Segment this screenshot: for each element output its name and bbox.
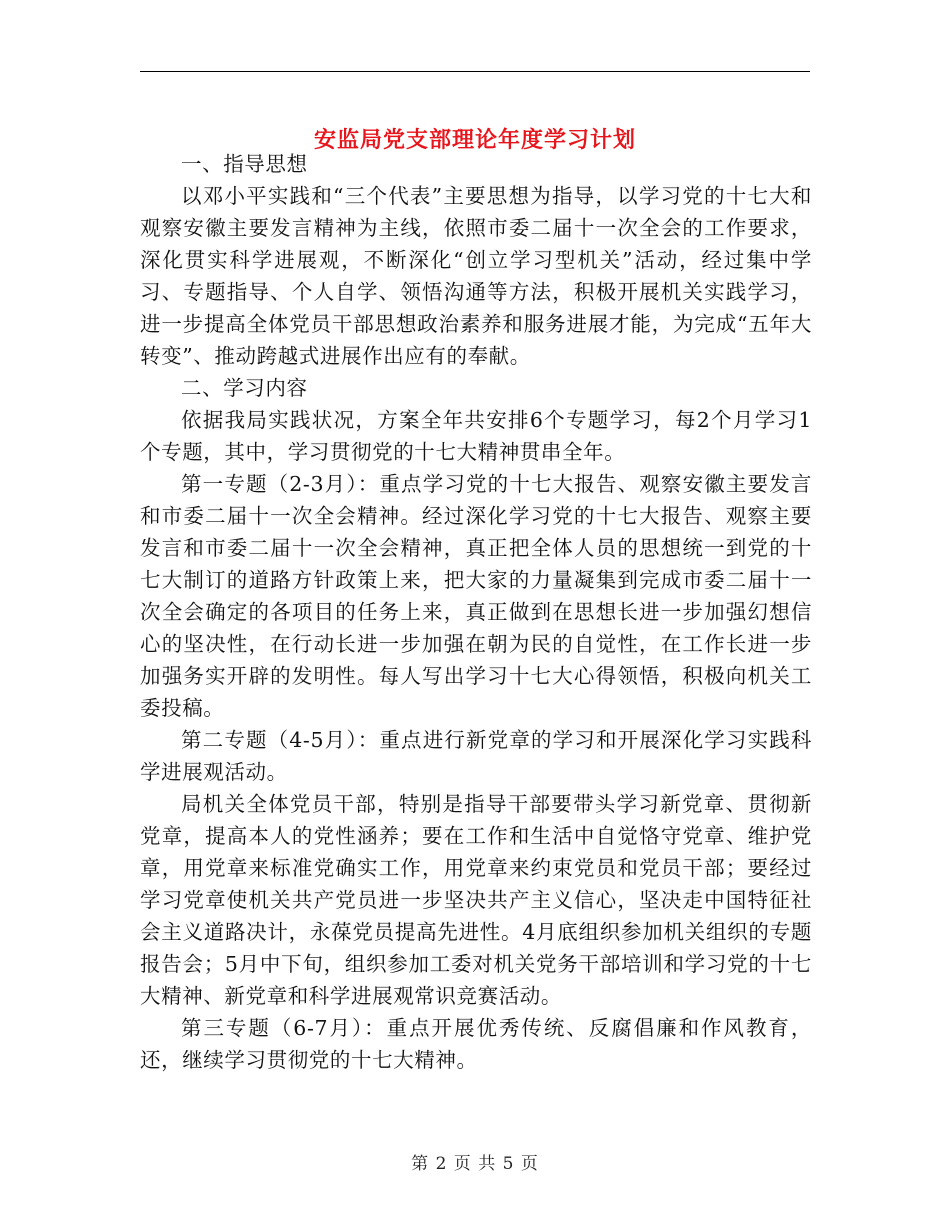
paragraph-topic-one: 第一专题（2-3月）：重点学习党的十七大报告、观察安徽主要发言和市委二届十一次全会精神。经过深化学习党的十七大报告、观察主要发言和市委二届十一次全会精神，真正把全体人员的思想统一到党的十七大制订的道路方针政策上来，把大家的力量凝集到完成市委二届十一次全会确定的各项目的任务上来，真正做到在思想长进一步加强幻想信心的坚决性，在行动长进一步加强在朝为民的自觉性，在工作长进一步加强务实开辟的发明性。每人写出学习十七大心得领悟，积极向机关工委投稿。 [140,472,812,720]
paragraph-guiding-ideology: 以邓小平实践和“三个代表”主要思想为指导，以学习党的十七大和观察安徽主要发言精神为主线，依照市委二届十一次全会的工作要求，深化贯实科学进展观，不断深化“创立学习型机关”活动，经过集中学习、专题指导、个人自学、领悟沟通等方法，积极开展机关实践学习，进一步提高全体党员干部思想政治素养和服务进展才能，为完成“五年大转变”、推动跨越式进展作出应有的奉献。 [140,184,812,368]
header-rule [140,71,810,72]
page-number-footer: 第 2 页 共 5 页 [411,1154,539,1174]
paragraph-topic-three: 第三专题（6-7月）：重点开展优秀传统、反腐倡廉和作风教育，还，继续学习贯彻党的十七大精神。 [140,1016,812,1072]
section-heading-guiding-ideology: 一、指导思想 [181,152,308,176]
paragraph-study-plan-overview: 依据我局实践状况，方案全年共安排6个专题学习，每2个月学习1个专题，其中，学习贯彻党的十七大精神贯串全年。 [140,408,812,464]
paragraph-topic-two-details: 局机关全体党员干部，特别是指导干部要带头学习新党章、贯彻新党章，提高本人的党性涵养；要在工作和生活中自觉恪守党章、维护党章，用党章来标准党确实工作，用党章来约束党员和党员干部；要经过学习党章使机关共产党员进一步坚决共产主义信心，坚决走中国特征社会主义道路决计，永葆党员提高先进性。4月底组织参加机关组织的专题报告会；5月中下旬，组织参加工委对机关党务干部培训和学习党的十七大精神、新党章和科学进展观常识竞赛活动。 [140,792,812,1008]
document-title: 安监局党支部理论年度学习计划 [313,126,636,153]
section-heading-study-content: 二、学习内容 [181,376,308,400]
document-body [140,148,812,1076]
paragraph-topic-two: 第二专题（4-5月）：重点进行新党章的学习和开展深化学习实践科学进展观活动。 [140,728,812,784]
